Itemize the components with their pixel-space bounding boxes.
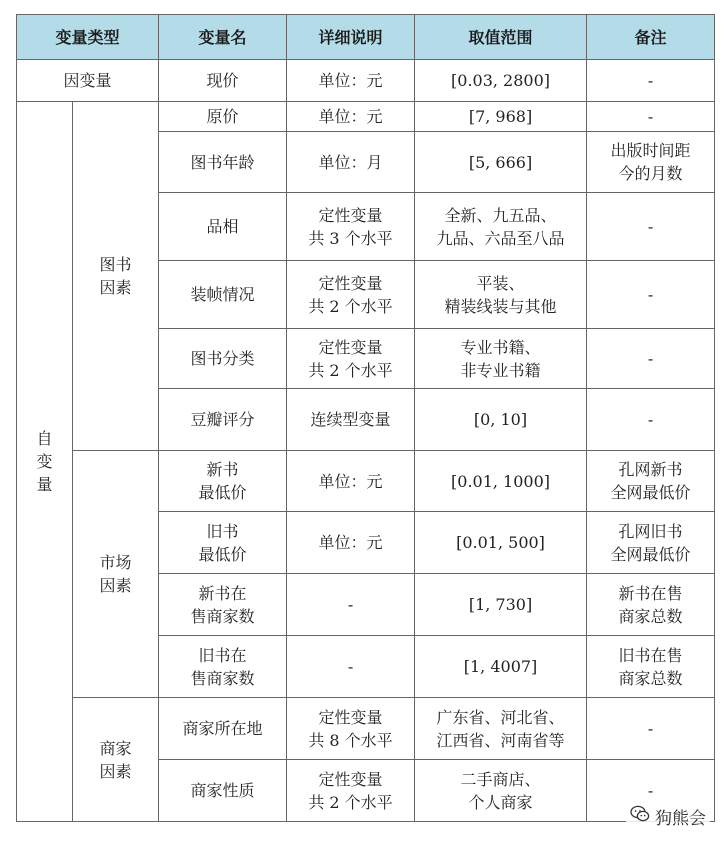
- cell-name: 豆瓣评分: [159, 389, 287, 451]
- cell-name: 现价: [159, 60, 287, 102]
- cell-desc: 定性变量 共 2 个水平: [287, 760, 415, 822]
- cell-name: 旧书在 售商家数: [159, 636, 287, 698]
- cell-range: [0.01, 500]: [415, 512, 587, 574]
- header-variable-name: 变量名: [159, 15, 287, 60]
- group-label-market: 市场 因素: [73, 451, 159, 698]
- cell-range: [0.03, 2800]: [415, 60, 587, 102]
- cell-note: 孔网旧书 全网最低价: [587, 512, 715, 574]
- watermark: [626, 802, 710, 831]
- dependent-variable-label: 因变量: [17, 60, 159, 102]
- cell-desc: 定性变量 共 3 个水平: [287, 193, 415, 261]
- group-label-book: 图书 因素: [73, 102, 159, 451]
- cell-name: 新书 最低价: [159, 451, 287, 512]
- cell-note: -: [587, 389, 715, 451]
- cell-range: 平装、 精装线装与其他: [415, 261, 587, 329]
- cell-note: -: [587, 760, 715, 822]
- cell-name: 原价: [159, 102, 287, 132]
- cell-name: 图书年龄: [159, 132, 287, 193]
- cell-note: -: [587, 193, 715, 261]
- cell-desc: -: [287, 574, 415, 636]
- cell-name: 商家性质: [159, 760, 287, 822]
- cell-range: [7, 968]: [415, 102, 587, 132]
- cell-note: -: [587, 698, 715, 760]
- cell-desc: -: [287, 636, 415, 698]
- cell-note: 新书在售 商家总数: [587, 574, 715, 636]
- cell-desc: 定性变量 共 2 个水平: [287, 329, 415, 389]
- cell-note: -: [587, 60, 715, 102]
- cell-desc: 单位：元: [287, 451, 415, 512]
- cell-range: [0, 10]: [415, 389, 587, 451]
- watermark-text: 狗熊会: [655, 809, 706, 829]
- header-row: [17, 15, 715, 60]
- table-row: [17, 102, 715, 132]
- cell-range: 专业书籍、 非专业书籍: [415, 329, 587, 389]
- cell-desc: 单位：元: [287, 60, 415, 102]
- table-row: [17, 451, 715, 512]
- cell-name: 新书在 售商家数: [159, 574, 287, 636]
- cell-name: 装帧情况: [159, 261, 287, 329]
- cell-note: 旧书在售 商家总数: [587, 636, 715, 698]
- wechat-icon: [630, 805, 650, 828]
- cell-desc: 单位：月: [287, 132, 415, 193]
- table-row: [17, 698, 715, 760]
- cell-name: 旧书 最低价: [159, 512, 287, 574]
- cell-range: [0.01, 1000]: [415, 451, 587, 512]
- cell-name: 品相: [159, 193, 287, 261]
- cell-range: [1, 730]: [415, 574, 587, 636]
- cell-name: 图书分类: [159, 329, 287, 389]
- header-description: 详细说明: [287, 15, 415, 60]
- cell-note: -: [587, 102, 715, 132]
- cell-note: -: [587, 329, 715, 389]
- header-range: 取值范围: [415, 15, 587, 60]
- cell-note: -: [587, 261, 715, 329]
- cell-range: 二手商店、 个人商家: [415, 760, 587, 822]
- header-variable-type: 变量类型: [17, 15, 159, 60]
- independent-variable-label: 自 变 量: [17, 102, 73, 822]
- cell-desc: 单位：元: [287, 102, 415, 132]
- cell-name: 商家所在地: [159, 698, 287, 760]
- variables-table: [16, 14, 715, 822]
- group-label-merchant: 商家 因素: [73, 698, 159, 822]
- cell-note: 出版时间距 今的月数: [587, 132, 715, 193]
- cell-desc: 定性变量 共 2 个水平: [287, 261, 415, 329]
- cell-range: 广东省、河北省、 江西省、河南省等: [415, 698, 587, 760]
- cell-desc: 单位：元: [287, 512, 415, 574]
- cell-range: [1, 4007]: [415, 636, 587, 698]
- cell-range: 全新、九五品、 九品、六品至八品: [415, 193, 587, 261]
- cell-note: 孔网新书 全网最低价: [587, 451, 715, 512]
- table-row: [17, 60, 715, 102]
- cell-range: [5, 666]: [415, 132, 587, 193]
- header-note: 备注: [587, 15, 715, 60]
- cell-desc: 定性变量 共 8 个水平: [287, 698, 415, 760]
- cell-desc: 连续型变量: [287, 389, 415, 451]
